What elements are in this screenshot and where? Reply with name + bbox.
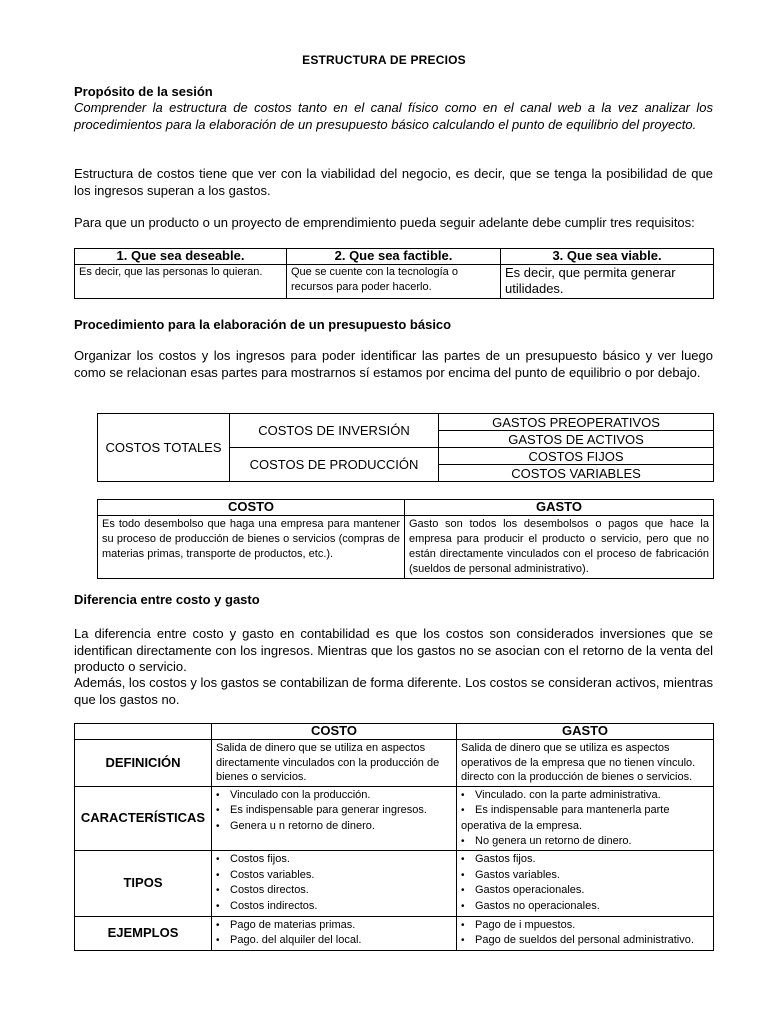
list-item: • No genera un retorno de dinero.: [461, 834, 709, 850]
comparacion-gasto-header: GASTO: [457, 724, 714, 740]
costos-totales-table: [97, 413, 714, 482]
row-label-ejemplos: EJEMPLOS: [75, 916, 212, 950]
costos-totales-label: COSTOS TOTALES: [98, 414, 230, 482]
tipos-gasto: [457, 851, 714, 916]
diferencia-text-1: La diferencia entre costo y gasto en contabilidad es que los costos son considerados inversiones que se identifican directamente con los ingresos. Mientras que los gastos no se asocian con el retorno de la venta del producto o servicio.: [74, 626, 713, 674]
list-item: • Vinculado. con la parte administrativa.: [461, 788, 709, 804]
gastos-activos-label: GASTOS DE ACTIVOS: [439, 431, 714, 448]
list-item: • Costos directos.: [216, 883, 452, 899]
list-item: • Vinculado con la producción.: [216, 788, 452, 804]
costos-produccion-label: COSTOS DE PRODUCCIÓN: [230, 448, 439, 482]
list-item: • Pago de materias primas.: [216, 918, 452, 934]
costos-fijos-label: COSTOS FIJOS: [439, 448, 714, 465]
list-item: • Gastos operacionales.: [461, 883, 709, 899]
requisitos-table: [74, 248, 714, 299]
comparacion-costo-header: COSTO: [212, 724, 457, 740]
requisito-heading-viable: 3. Que sea viable.: [501, 249, 714, 265]
requisito-heading-factible: 2. Que sea factible.: [287, 249, 501, 265]
list-item: • Costos fijos.: [216, 852, 452, 868]
list-item: • Costos variables.: [216, 868, 452, 884]
diferencia-heading: Diferencia entre costo y gasto: [74, 592, 260, 607]
row-label-tipos: TIPOS: [75, 851, 212, 916]
list-item: • Pago de sueldos del personal administrativo.: [461, 933, 709, 949]
list-item: • Costos indirectos.: [216, 899, 452, 915]
list-item: • Es indispensable para generar ingresos.: [216, 803, 452, 819]
procedimiento-text: Organizar los costos y los ingresos para poder identificar las partes de un presupuesto básico y ver luego como se relacionan esas partes para mostrarnos sí estamos por encima del punto de equilibrio o por debajo.: [74, 348, 713, 380]
proposito-heading: Propósito de la sesión: [74, 84, 213, 99]
caracteristicas-gasto: [457, 786, 714, 850]
definicion-gasto: Salida de dinero que se utiliza es aspectos operativos de la empresa que no tienen vínculo. directo con la producción de bienes o servicios.: [457, 740, 714, 787]
tipos-costo: [212, 851, 457, 916]
procedimiento-heading: Procedimiento para la elaboración de un presupuesto básico: [74, 317, 452, 332]
estructura-paragraph: Estructura de costos tiene que ver con la viabilidad del negocio, es decir, que se tenga la posibilidad de que los ingresos superan a los gastos.: [74, 166, 713, 198]
costos-variables-label: COSTOS VARIABLES: [439, 465, 714, 482]
ejemplos-costo: [212, 916, 457, 950]
costo-gasto-table: [97, 499, 714, 579]
requisito-text-deseable: Es decir, que las personas lo quieran.: [75, 265, 287, 299]
requisito-text-factible: Que se cuente con la tecnología o recursos para poder hacerlo.: [287, 265, 501, 299]
row-label-definicion: DEFINICIÓN: [75, 740, 212, 787]
list-item: • Gastos variables.: [461, 868, 709, 884]
costos-inversion-label: COSTOS DE INVERSIÓN: [230, 414, 439, 448]
diferencia-text-2: Además, los costos y los gastos se contabilizan de forma diferente. Los costos se consideran activos, mientras que los gastos no.: [74, 675, 713, 707]
costo-header: COSTO: [98, 500, 405, 516]
requisito-heading-deseable: 1. Que sea deseable.: [75, 249, 287, 265]
list-item: • Es indispensable para mantenerla parte operativa de la empresa.: [461, 803, 709, 833]
gasto-header: GASTO: [405, 500, 714, 516]
ejemplos-gasto: [457, 916, 714, 950]
list-item: • Pago de i mpuestos.: [461, 918, 709, 934]
gastos-preoperativos-label: GASTOS PREOPERATIVOS: [439, 414, 714, 431]
list-item: • Gastos fijos.: [461, 852, 709, 868]
list-item: • Pago. del alquiler del local.: [216, 933, 452, 949]
comparacion-corner: [75, 724, 212, 740]
list-item: • Genera u n retorno de dinero.: [216, 819, 452, 835]
list-item: • Gastos no operacionales.: [461, 899, 709, 915]
document-title: ESTRUCTURA DE PRECIOS: [302, 53, 466, 67]
definicion-costo: Salida de dinero que se utiliza en aspectos directamente vinculados con la producción de bienes o servicios.: [212, 740, 457, 787]
costo-definition: Es todo desembolso que haga una empresa para mantener su proceso de producción de bienes o servicios (compras de materias primas, transporte de productos, etc.).: [98, 516, 405, 579]
requisitos-intro: Para que un producto o un proyecto de emprendimiento pueda seguir adelante debe cumplir tres requisitos:: [74, 215, 695, 230]
gasto-definition: Gasto son todos los desembolsos o pagos que hace la empresa para producir el producto o servicio, pero que no están directamente vinculados con el proceso de fabricación (sueldos de personal administrativo).: [405, 516, 714, 579]
requisito-text-viable: Es decir, que permita generar utilidades.: [501, 265, 714, 299]
row-label-caracteristicas: CARACTERÍSTICAS: [75, 786, 212, 850]
comparacion-table: [74, 723, 714, 951]
proposito-text: Comprender la estructura de costos tanto en el canal físico como en el canal web a la vez analizar los procedimientos para la elaboración de un presupuesto básico calculando el punto de equilibrio del proyecto.: [74, 100, 713, 132]
caracteristicas-costo: [212, 786, 457, 850]
